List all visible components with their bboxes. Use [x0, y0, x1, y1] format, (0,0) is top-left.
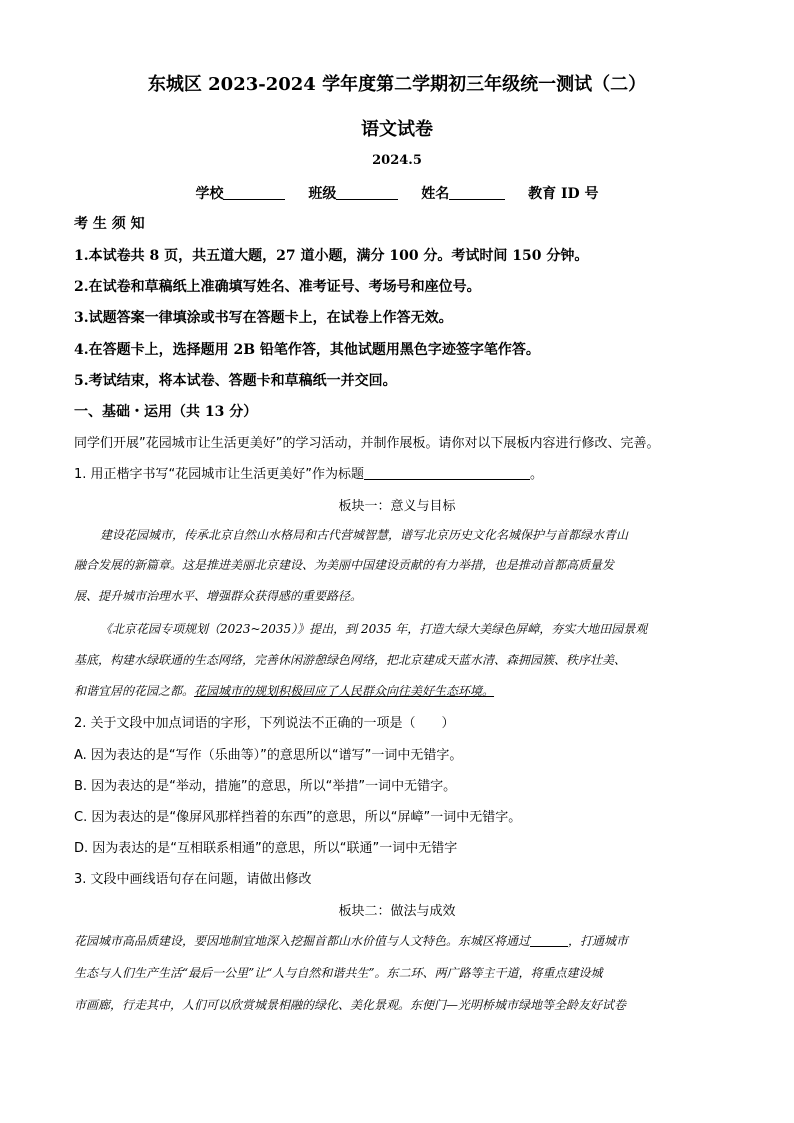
board-1-title: 板块一：意义与目标: [338, 499, 456, 514]
name-blank[interactable]: [449, 185, 505, 200]
board-1-paragraph-line: 《北京花园专项规划（2023~2035）》提出，到 2035 年，打造大绿大美绿色屏嶂，夯实大地田园景观: [100, 622, 648, 636]
class-label: 班级: [308, 186, 337, 202]
notice-item: 4.在答题卡上，选择题用 2B 铅笔作答，其他试题用黑色字迹签字笔作答。: [74, 342, 540, 358]
section-heading: 一、基础・运用（共 13 分）: [74, 404, 258, 420]
question-2-option-c[interactable]: C. 因为表达的是“像屏风那样挡着的东西”的意思，所以“屏嶂”一词中无错字。: [74, 810, 522, 825]
board-2-text: ，打通城市: [568, 934, 629, 948]
exam-title: 东城区 2023-2024 学年度第二学期初三年级统一测试（二）: [147, 74, 647, 95]
notice-item: 3.试题答案一律填涂或书写在答题卡上，在试卷上作答无效。: [74, 310, 453, 326]
class-blank[interactable]: [336, 185, 398, 200]
section-intro: 同学们开展”花园城市让生活更美好”的学习活动，并制作展板。请你对以下展板内容进行修改、完善。: [74, 436, 660, 451]
board-2-text: 花园城市高品质建设，要因地制宜地深入挖掘首都山水价值与人文特色。东城区将通过: [74, 934, 531, 948]
board-2-paragraph-line: 市画廊，行走其中，人们可以欣赏城景相融的绿化、美化景观。东便门—光明桥城市绿地等全龄友好试卷: [74, 998, 627, 1012]
notice-item: 2.在试卷和草稿纸上准确填写姓名、准考证号、考场号和座位号。: [74, 279, 481, 295]
question-2-option-b[interactable]: B. 因为表达的是“举动，措施”的意思，所以“举措”一词中无错字。: [74, 779, 457, 794]
board-1-paragraph-line: 基底，构建水绿联通的生态网络，完善休闲游憩绿色网络，把北京建成天蓝水清、森拥园簇、秩序壮美、: [74, 653, 627, 667]
board-2-paragraph-line: 生态与人们生产生活“最后一公里”让“人与自然和谐共生”。东二环、两广路等主干道，将重点建设城: [74, 966, 603, 980]
board-1-paragraph-line: 展、提升城市治理水平、增强群众获得感的重要路径。: [74, 589, 363, 603]
board-2-paragraph-line: [74, 932, 719, 949]
board-1-text: 和谐宜居的花园之都。: [74, 684, 195, 698]
student-info-row: [0, 183, 794, 203]
question-2-option-d[interactable]: D. 因为表达的是“互相联系相通”的意思，所以“联通”一词中无错字: [74, 841, 458, 856]
board-2-title: 板块二：做法与成效: [338, 904, 456, 919]
notice-item: 5.考试结束，将本试卷、答题卡和草稿纸一并交回。: [74, 373, 397, 389]
name-label: 姓名: [421, 186, 450, 202]
school-blank[interactable]: [223, 185, 285, 200]
board-2-answer-blank[interactable]: [530, 934, 568, 947]
question-3: 3. 文段中画线语句存在问题，请做出修改: [74, 872, 312, 887]
notice-item: 1.本试卷共 8 页，共五道大题，27 道小题，满分 100 分。考试时间 150 分钟。: [74, 248, 589, 264]
question-2-option-a[interactable]: A. 因为表达的是“写作（乐曲等）”的意思所以“谱写”一词中无错字。: [74, 748, 463, 763]
question-2: 2. 关于文段中加点词语的字形，下列说法不正确的一项是（ ）: [74, 716, 455, 731]
id-label: 教育 ID 号: [528, 186, 599, 202]
question-1: [74, 463, 543, 482]
notice-heading: 考 生 须 知: [74, 216, 145, 232]
board-1-paragraph-line: [74, 682, 719, 699]
question-1-text: 1. 用正楷字书写“花园城市让生活更美好”作为标题: [74, 467, 365, 482]
exam-subtitle: 语文试卷: [361, 119, 433, 140]
exam-date: 2024.5: [372, 153, 422, 168]
board-1-paragraph-line: 融合发展的新篇章。这是推进美丽北京建设、为美丽中国建设贡献的有力举措，也是推动首都高质量发: [74, 558, 615, 572]
question-1-answer-blank[interactable]: [364, 466, 530, 480]
underlined-sentence: 花园城市的规划积极回应了人民群众向往美好生态环境。: [194, 684, 495, 698]
school-label: 学校: [195, 186, 224, 202]
question-1-end: 。: [530, 467, 544, 482]
board-1-paragraph-line: 建设花园城市，传承北京自然山水格局和古代营城智慧，谱写北京历史文化名城保护与首都绿水青山: [100, 528, 629, 542]
